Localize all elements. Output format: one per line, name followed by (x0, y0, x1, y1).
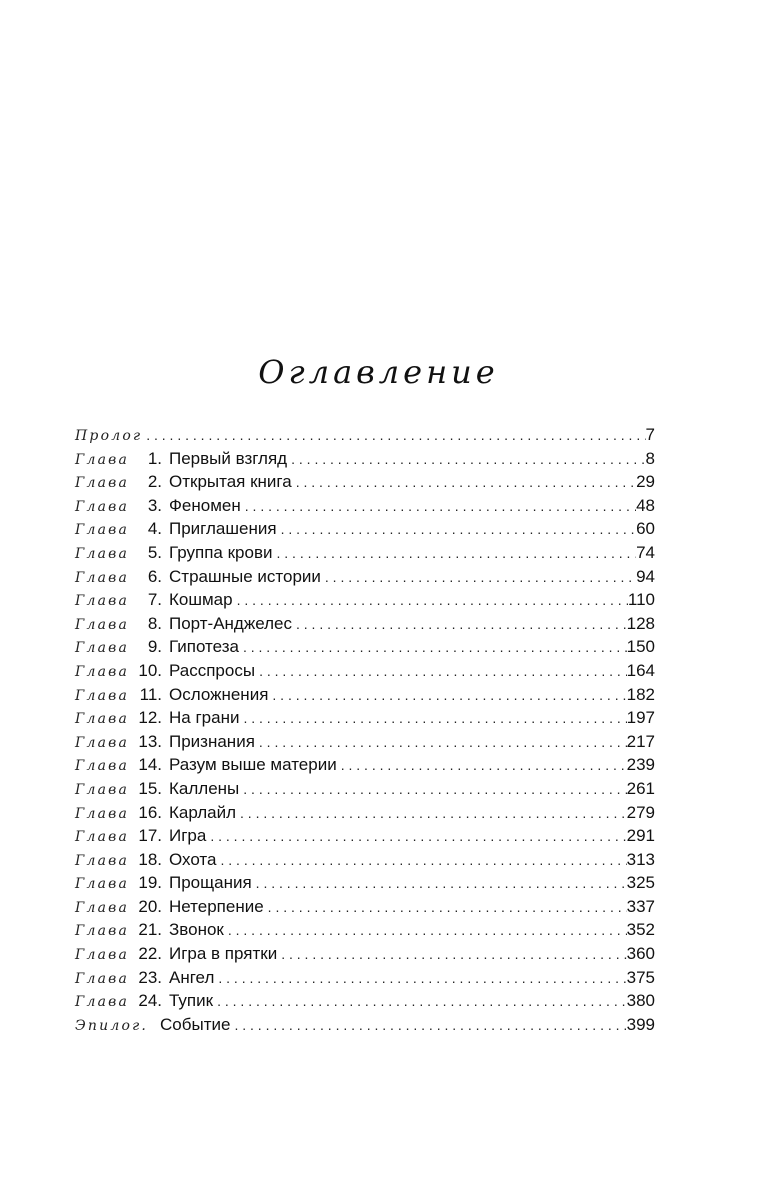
chapter-label: Глава (75, 923, 130, 940)
chapter-number: 8. (147, 613, 162, 633)
chapter-title: Разум выше материи (169, 755, 337, 775)
toc-entry-chapter[interactable] (75, 989, 655, 1013)
chapter-label: Глава (75, 899, 130, 916)
chapter-number: 21. (138, 920, 162, 940)
chapter-number: 22. (138, 944, 162, 964)
dot-leader (230, 1014, 626, 1038)
toc-entry-chapter[interactable] (75, 706, 655, 730)
chapter-title: Приглашения (169, 519, 277, 539)
dot-leader (142, 424, 645, 448)
chapter-page-number: 279 (626, 802, 655, 822)
chapter-label: Глава (75, 970, 130, 987)
chapter-label: Глава (75, 569, 130, 586)
epilog-label: Эпилог. (75, 1017, 149, 1034)
chapter-number: 14. (138, 755, 162, 775)
toc-entry-prolog[interactable] (75, 423, 655, 447)
chapter-number: 20. (138, 896, 162, 916)
chapter-page-number: 29 (636, 472, 655, 492)
chapter-title: Признания (169, 731, 255, 751)
chapter-number: 4. (147, 519, 162, 539)
chapter-title: Нетерпение (169, 896, 264, 916)
dot-leader (255, 731, 627, 755)
epilog-page-number: 399 (626, 1014, 655, 1034)
chapter-label: Глава (75, 451, 130, 468)
toc-title: Оглавление (258, 353, 499, 391)
chapter-title: Первый взгляд (169, 448, 288, 468)
chapter-title: Группа крови (169, 542, 273, 562)
chapter-page-number: 261 (626, 778, 655, 798)
chapter-label: Глава (75, 593, 130, 610)
chapter-page-number: 197 (626, 708, 655, 728)
chapter-label: Глава (75, 876, 130, 893)
chapter-number: 13. (138, 731, 162, 751)
chapter-title: Порт-Анджелес (169, 613, 292, 633)
chapter-number: 2. (147, 472, 162, 492)
chapter-page-number: 375 (626, 967, 655, 987)
dot-leader (213, 990, 627, 1014)
chapter-number: 1. (147, 448, 162, 468)
chapter-label: Глава (75, 734, 130, 751)
toc-entry-chapter[interactable] (75, 470, 655, 494)
chapter-page-number: 325 (626, 873, 655, 893)
toc-entry-chapter[interactable] (75, 777, 655, 801)
toc-entry-chapter[interactable] (75, 753, 655, 777)
chapter-page-number: 74 (636, 542, 655, 562)
chapter-number: 9. (147, 637, 162, 657)
dot-leader (321, 566, 636, 590)
chapter-title: Звонок (169, 920, 224, 940)
chapter-label: Глава (75, 522, 130, 539)
chapter-page-number: 360 (626, 944, 655, 964)
toc-entry-chapter[interactable] (75, 612, 655, 636)
toc-entry-chapter[interactable] (75, 918, 655, 942)
chapter-label: Глава (75, 994, 130, 1011)
chapter-number: 15. (138, 778, 162, 798)
toc-entry-chapter[interactable] (75, 494, 655, 518)
chapter-label: Глава (75, 852, 130, 869)
chapter-title: Игра (169, 826, 207, 846)
chapter-page-number: 48 (636, 495, 655, 515)
chapter-page-number: 94 (636, 566, 655, 586)
toc-entry-chapter[interactable] (75, 447, 655, 471)
chapter-label: Глава (75, 711, 130, 728)
chapter-title: Расспросы (169, 660, 256, 680)
chapter-number: 18. (138, 849, 162, 869)
toc-entry-chapter[interactable] (75, 565, 655, 589)
chapter-title: Карлайл (169, 802, 237, 822)
dot-leader (214, 967, 626, 991)
chapter-label: Глава (75, 640, 130, 657)
chapter-label: Глава (75, 758, 130, 775)
toc-entry-chapter[interactable] (75, 824, 655, 848)
dot-leader (277, 518, 637, 542)
dot-leader (277, 943, 626, 967)
chapter-title: На грани (169, 708, 240, 728)
dot-leader (241, 495, 636, 519)
chapter-label: Глава (75, 545, 130, 562)
chapter-page-number: 239 (626, 755, 655, 775)
chapter-number: 17. (138, 826, 162, 846)
dot-leader (287, 448, 645, 472)
dot-leader (224, 919, 627, 943)
chapter-number: 19. (138, 873, 162, 893)
toc-entry-chapter[interactable] (75, 871, 655, 895)
chapter-page-number: 352 (626, 920, 655, 940)
chapter-number: 6. (147, 566, 162, 586)
dot-leader (268, 684, 626, 708)
toc-entry-chapter[interactable] (75, 801, 655, 825)
chapter-page-number: 164 (626, 660, 655, 680)
chapter-label: Глава (75, 947, 130, 964)
chapter-label: Глава (75, 663, 130, 680)
chapter-title: Кошмар (169, 590, 233, 610)
toc-entry-chapter[interactable] (75, 659, 655, 683)
chapter-number: 12. (138, 708, 162, 728)
chapter-title: Игра в прятки (169, 944, 278, 964)
chapter-number: 3. (147, 495, 162, 515)
chapter-number: 5. (147, 542, 162, 562)
dot-leader (239, 636, 627, 660)
toc-entry-chapter[interactable] (75, 517, 655, 541)
chapter-label: Глава (75, 805, 130, 822)
chapter-title: Открытая книга (169, 472, 292, 492)
chapter-label: Глава (75, 687, 130, 704)
chapter-title: Тупик (169, 991, 214, 1011)
chapter-number: 16. (138, 802, 162, 822)
dot-leader (216, 849, 626, 873)
chapter-page-number: 8 (645, 448, 655, 468)
dot-leader (233, 589, 628, 613)
dot-leader (337, 754, 627, 778)
chapter-title: Прощания (169, 873, 252, 893)
chapter-page-number: 150 (626, 637, 655, 657)
chapter-page-number: 313 (626, 849, 655, 869)
dot-leader (239, 778, 626, 802)
dot-leader (292, 613, 627, 637)
chapter-page-number: 217 (626, 731, 655, 751)
chapter-page-number: 380 (626, 991, 655, 1011)
dot-leader (264, 896, 627, 920)
chapter-page-number: 337 (626, 896, 655, 916)
dot-leader (206, 825, 626, 849)
dot-leader (252, 872, 627, 896)
dot-leader (255, 660, 627, 684)
toc-entry-chapter[interactable] (75, 966, 655, 990)
chapter-title: Феномен (169, 495, 241, 515)
chapter-number: 11. (139, 684, 162, 704)
chapter-label: Глава (75, 498, 130, 515)
chapter-page-number: 110 (627, 590, 655, 610)
chapter-title: Ангел (169, 967, 215, 987)
toc-entry-chapter[interactable] (75, 730, 655, 754)
toc-entry-chapter[interactable] (75, 541, 655, 565)
chapter-label: Глава (75, 616, 130, 633)
chapter-label: Глава (75, 781, 130, 798)
epilog-title: Событие (160, 1014, 231, 1034)
toc-entry-chapter[interactable] (75, 942, 655, 966)
chapter-number: 23. (138, 967, 162, 987)
chapter-title: Каллены (169, 778, 240, 798)
dot-leader (272, 542, 636, 566)
chapter-title: Охота (169, 849, 217, 869)
chapter-list (75, 447, 655, 1013)
chapter-title: Гипотеза (169, 637, 239, 657)
chapter-number: 24. (138, 991, 162, 1011)
chapter-label: Глава (75, 829, 130, 846)
dot-leader (239, 707, 626, 731)
prolog-page-number: 7 (645, 425, 655, 444)
chapter-page-number: 128 (626, 613, 655, 633)
dot-leader (236, 802, 627, 826)
chapter-title: Осложнения (169, 684, 269, 704)
prolog-label: Пролог (75, 428, 143, 444)
toc-entry-chapter[interactable] (75, 895, 655, 919)
toc-entry-chapter[interactable] (75, 683, 655, 707)
chapter-label: Глава (75, 475, 130, 492)
chapter-title: Страшные истории (169, 566, 321, 586)
toc-entry-epilog[interactable] (75, 1013, 655, 1037)
chapter-number: 10. (138, 660, 162, 680)
toc-list (75, 423, 655, 1036)
chapter-page-number: 291 (626, 826, 655, 846)
toc-entry-chapter[interactable] (75, 848, 655, 872)
toc-entry-chapter[interactable] (75, 588, 655, 612)
dot-leader (292, 471, 636, 495)
chapter-number: 7. (147, 590, 162, 610)
chapter-page-number: 182 (626, 684, 655, 704)
toc-entry-chapter[interactable] (75, 635, 655, 659)
chapter-page-number: 60 (636, 519, 655, 539)
